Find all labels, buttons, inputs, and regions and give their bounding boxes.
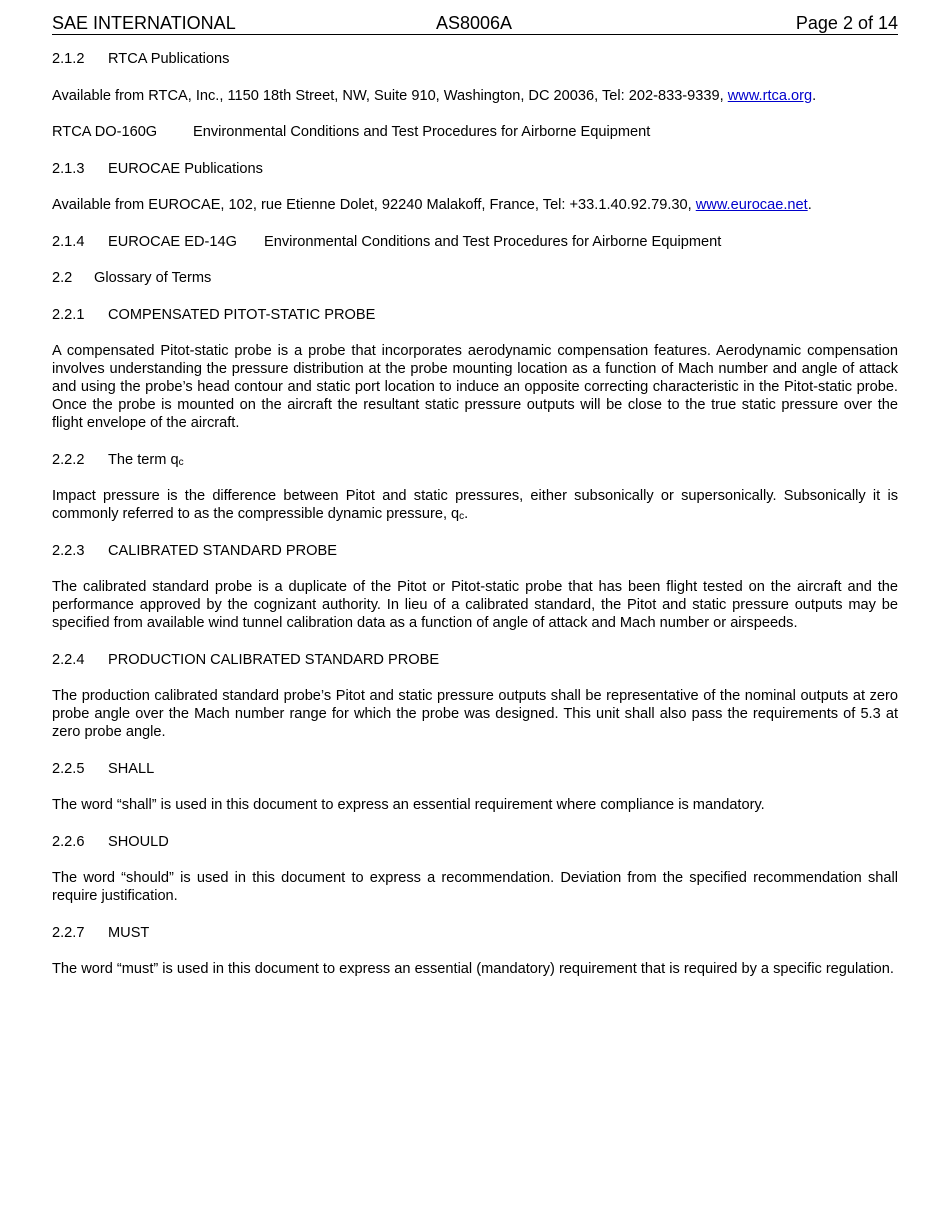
reference-id: RTCA DO-160G [52,124,158,140]
body-text: Impact pressure is the difference between Pitot and static pressures, either subsonically or supersonically. Subsonically it is commonly referred to as the compressible dynamic pressure, q [52,488,898,522]
section-number: 2.1.3 [52,160,85,177]
section-body-2-2-4: The production calibrated standard probe’s Pitot and static pressure outputs shall be representative of the nominal outputs at zero probe angle over the Mach number range for which the probe was designed. This unit shall also pass the requirements of 5.3 at zero probe angle. [52,688,898,740]
section-number: 2.2.5 [52,760,85,777]
document-page [52,12,898,997]
section-heading-2-2-7 [52,924,898,942]
section-title: EUROCAE Publications [108,160,263,177]
section-title: SHOULD [108,833,169,850]
body-subscript: c [459,511,465,522]
section-number: 2.2.7 [52,924,85,941]
section-number: 2.1.2 [52,51,85,67]
section-body-2-2-1: A compensated Pitot-static probe is a probe that incorporates aerodynamic compensation features. Aerodynamic compensation involves understanding the pressure distribution at the probe mounting location as a function of Mach number and angle of attack and using the probe’s head contour and static port location to induce an opposite correcting characteristic in the Pitot-static probe. Once the probe is mounted on the aircraft the resultant static pressure outputs will be close to the true static pressure over the flight envelope of the aircraft. [52,343,898,431]
section-title: COMPENSATED PITOT-STATIC PROBE [108,306,376,323]
section-number: 2.2.4 [52,651,85,668]
header-org: SAE INTERNATIONAL [52,13,236,33]
section-heading-2-2 [52,269,898,287]
rtca-reference [52,123,898,141]
rtca-link[interactable]: www.rtca.org [727,87,813,104]
section-body-2-2-2 [52,487,898,523]
rtca-address-tail: . [812,87,817,104]
section-number: 2.2.3 [52,542,85,559]
section-body-2-2-6: The word “should” is used in this document to express a recommendation. Deviation from the specified recommendation shall require justification. [52,870,898,904]
section-body-2-2-7: The word “must” is used in this document to express an essential (mandatory) requirement that is required by a specific regulation. [52,961,894,977]
eurocae-availability [52,196,898,214]
title-subscript: c [178,456,184,468]
section-body-2-2-5: The word “shall” is used in this document to express an essential requirement where compliance is mandatory. [52,797,765,813]
section-number: 2.2 [52,270,73,286]
section-title: PRODUCTION CALIBRATED STANDARD PROBE [108,651,440,668]
section-number: 2.1.4 [52,233,85,250]
eurocae-address-tail: . [807,197,812,213]
section-heading-2-2-3 [52,542,898,560]
header-doc-id: AS8006A [436,13,513,33]
section-number: 2.2.2 [52,451,85,468]
header-page-number: Page 2 of 14 [795,13,898,33]
reference-id: EUROCAE ED-14G [108,233,237,250]
reference-title: Environmental Conditions and Test Procedures for Airborne Equipment [193,124,651,140]
section-heading-2-1-4 [52,233,898,251]
section-number: 2.2.1 [52,306,85,323]
section-title: The term q [108,451,179,468]
body-tail: . [464,506,469,522]
section-heading-2-1-2 [52,50,898,68]
eurocae-address-text: Available from EUROCAE, 102, rue Etienne Dolet, 92240 Malakoff, France, Tel: +33.1.40.92.79.30, [52,197,696,213]
eurocae-link[interactable]: www.eurocae.net [695,197,808,213]
reference-title: Environmental Conditions and Test Procedures for Airborne Equipment [264,233,722,250]
section-heading-2-2-5 [52,760,898,778]
section-title: MUST [108,924,150,941]
section-title: RTCA Publications [108,51,230,67]
section-title: SHALL [108,760,155,777]
page-header [52,12,898,35]
section-number: 2.2.6 [52,833,85,850]
document-body [52,50,898,978]
section-heading-2-1-3 [52,160,898,178]
section-heading-2-2-4 [52,651,898,669]
section-title: Glossary of Terms [94,270,212,286]
section-heading-2-2-1 [52,306,898,324]
section-title: CALIBRATED STANDARD PROBE [108,542,337,559]
rtca-address-text: Available from RTCA, Inc., 1150 18th Street, NW, Suite 910, Washington, DC 20036, Tel: 202-833-9339, [52,87,728,104]
rtca-availability [52,87,898,105]
section-body-2-2-3: The calibrated standard probe is a duplicate of the Pitot or Pitot-static probe that has been flight tested on the aircraft and the performance approved by the cognizant authority. In lieu of a calibrated standard, the Pitot and static pressure outputs may be specified from available wind tunnel calibration data as a function of angle of attack and Mach number or airspeeds. [52,579,898,631]
section-heading-2-2-2 [52,451,898,469]
section-heading-2-2-6 [52,833,898,851]
